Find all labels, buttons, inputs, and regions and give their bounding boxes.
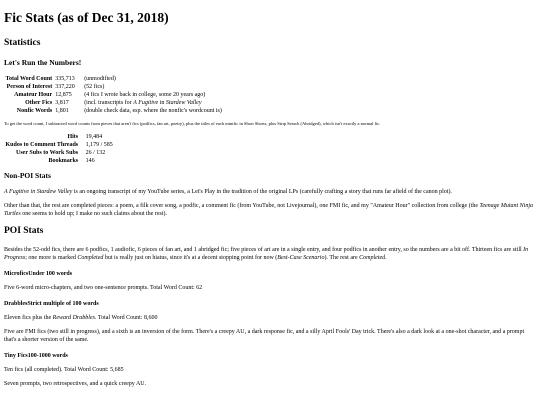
drabbles-heading: DrabblesStrict multiple of 100 words xyxy=(4,301,99,307)
numbers-heading: Let's Run the Numbers! xyxy=(4,58,82,67)
row-note: (double check data, esp. where the nonfic's wordcount is) xyxy=(84,108,222,114)
tiny-fics-paragraph: Ten fics (all completed). Total Word Count: 5,685 xyxy=(4,367,124,373)
row-value: 146 xyxy=(85,158,95,164)
page-title: Fic Stats (as of Dec 31, 2018) xyxy=(4,10,169,25)
row-value: 3,817 xyxy=(55,100,69,106)
nonpoi-paragraph: Other than that, the rest are completed pieces: a poem, a filk cover song, a podfic, a comment fic (from YouTube, not Livejournal), one FMI fic, and my "Amateur Hour" collection from college (the Teenage Mutant Ninja Turtles one seems to hold up; I make no such claims about the rest). xyxy=(4,203,533,217)
row-value: 12,875 xyxy=(55,92,72,98)
table-row xyxy=(4,149,121,157)
row-label: Bookmarks xyxy=(48,158,79,164)
row-note: (incl. transcripts for A Fugitive in Stardew Valley xyxy=(84,100,202,106)
row-note: (unmodified) xyxy=(84,76,116,82)
row-label: Amateur Hour xyxy=(14,92,53,98)
row-value: 337,220 xyxy=(55,84,75,90)
nonpoi-paragraph: A Fugitive in Stardew Valley is an ongoing transcript of my YouTube series, a Let's Play in the tradition of the original LPs (carefully crafting a story that runs far afield of the canon plot). xyxy=(4,189,452,195)
row-value: 19,484 xyxy=(85,134,103,140)
drabbles-paragraph: Five are FMI fics (two still in progress), and a sixth is an inversion of the form. There's a creepy AU, a dark response fic, and a silly April Fools' Day trick. There's also a dark look at a one-shot character, and a prompt that's a shorter version of the same. xyxy=(4,329,525,343)
row-label: User Subs to Work Subs xyxy=(15,150,79,156)
row-label: Total Word Count xyxy=(5,76,53,82)
table-row xyxy=(4,157,121,165)
row-value: 335,713 xyxy=(55,76,75,82)
row-note: (4 fics I wrote back in college, some 20 years ago) xyxy=(84,92,206,98)
table-row xyxy=(4,107,223,115)
statistics-heading: Statistics xyxy=(4,38,41,48)
tiny-fics-heading: Tiny Fics100-1000 words xyxy=(4,353,68,359)
nonpoi-heading: Non-POI Stats xyxy=(4,171,51,180)
tiny-fics-paragraph: Seven prompts, two retrospectives, and a quick creepy AU. xyxy=(4,381,147,387)
wordcount-footnote: To get the word count, I subtracted word counts from pieces that aren't fics (podfics, fan art, poetry), plus the titles of each minific in Short Shorts, plus Strip Search (Abridged), which isn't exactly a normal fic. xyxy=(4,121,381,126)
row-note: (52 fics) xyxy=(84,84,105,90)
poi-paragraph: Besides the 52-odd fics, there are 6 podfics, 1 audiofic, 6 pieces of fan art, and 1 abridged fic; five pieces of art are in a single entry, and four podfics in another entry, so the numbers are a bit off. Thirteen fics are still In Progress; one more is marked Completed but is really just on hiatus, since it's at a decent stopping point for now (Best-Case Scenario). The rest are Completed. xyxy=(4,247,529,261)
table-row xyxy=(4,99,223,107)
table-row xyxy=(4,83,223,91)
row-label: Nonfic Words xyxy=(16,108,53,114)
wordcount-table xyxy=(4,75,223,115)
table-row xyxy=(4,75,223,83)
row-value: 1,179 / 585 xyxy=(85,142,113,148)
drabbles-paragraph: Eleven fics plus the Reward Drabbles. Total Word Count: 8,600 xyxy=(4,315,158,321)
poi-heading: POI Stats xyxy=(4,226,44,236)
row-label: Person of Interest xyxy=(6,84,53,90)
stats-table xyxy=(4,133,121,165)
table-row xyxy=(4,133,121,141)
row-label: Other Fics xyxy=(25,100,53,106)
row-value: 1,801 xyxy=(55,108,69,114)
row-value: 26 / 132 xyxy=(85,150,106,156)
microfics-paragraph: Five 6-word micro-chapters, and two one-sentence prompts. Total Word Count: 62 xyxy=(4,285,203,291)
microfics-heading: MicroficsUnder 100 words xyxy=(4,271,73,277)
table-row xyxy=(4,91,223,99)
row-label: Hits xyxy=(67,134,79,140)
table-row xyxy=(4,141,121,149)
row-label: Kudos to Comment Threads xyxy=(5,142,79,148)
